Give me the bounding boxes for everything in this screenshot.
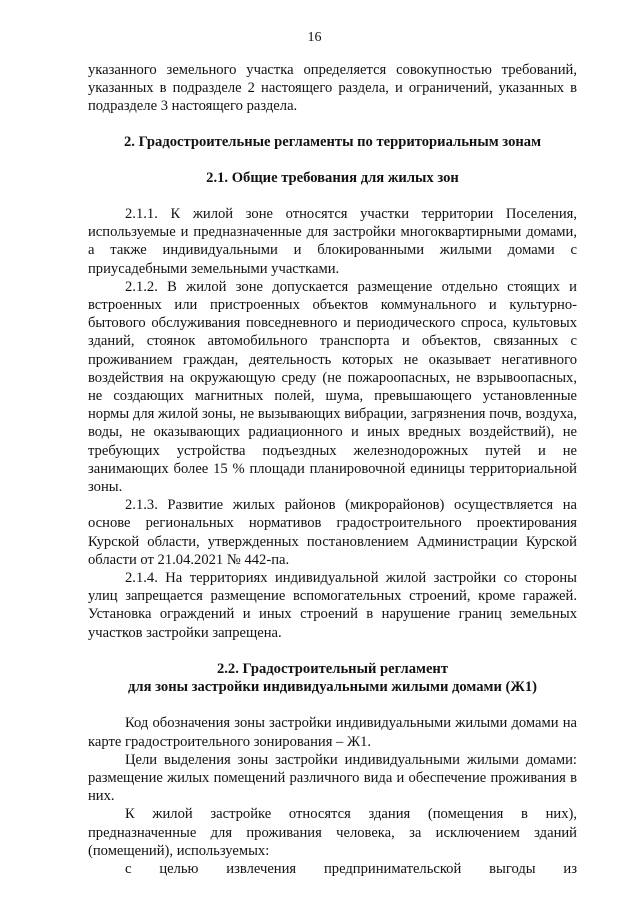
- paragraph-zone-goals: Цели выделения зоны застройки индивидуальными жилыми домами: размещение жилых помещений различного вида и обеспечение проживания в них.: [88, 751, 577, 805]
- paragraph-2-1-4: 2.1.4. На территориях индивидуальной жилой застройки со стороны улиц запрещается размещение вспомогательных строений, кроме гаражей. Установка ограждений и иных строений в нарушение границ земельных участков застройки запрещена.: [88, 570, 577, 641]
- paragraph-last-line: с целью извлечения предпринимательской выгоды из: [125, 860, 577, 877]
- section-2-2-heading: [88, 660, 577, 696]
- section-2-2-heading-line1: 2.2. Градостроительный регламент: [216, 660, 448, 677]
- intro-paragraph: указанного земельного участка определяется совокупностью требований, указанных в подразделе 2 настоящего раздела, и ограничений, указанных в подразделе 3 настоящего раздела.: [88, 62, 577, 115]
- document-body: [88, 61, 577, 878]
- paragraph-2-1-1: 2.1.1. К жилой зоне относятся участки территории Поселения, используемые и предназначенные для застройки многоквартирными домами, а также индивидуальными и блокированными жилыми домами с приусадебными земельными участками.: [88, 206, 577, 277]
- paragraph-zone-code: Код обозначения зоны застройки индивидуальными жилыми домами на карте градостроительного зонирования – Ж1.: [88, 715, 577, 750]
- section-2-2-heading-line2: для зоны застройки индивидуальными жилыми домами (Ж1): [128, 679, 537, 696]
- paragraph-2-1-2: 2.1.2. В жилой зоне допускается размещение отдельно стоящих и встроенных или пристроенных объектов коммунального и культурно-бытового обслуживания повседневного и периодического спроса, культовых зданий, стоянок автомобильного транспорта и объектов, связанных с проживанием граждан, деятельность которых не оказывает негативного воздействия на окружающую среду (не пожароопасных, не взрывоопасных, не создающих магнитных полей, шума, превышающего установленные нормы для жилой зоны, не вызывающих вибрации, загрязнения почв, воздуха, воды, не оказывающих радиационного и иных вредных воздействий), не требующих устройства подъездных железнодорожных путей и не занимающих более 15 % площади планировочной единицы территориальной зоны.: [88, 278, 577, 496]
- paragraph-residential-buildings: К жилой застройке относятся здания (помещения в них), предназначенные для проживания человека, за исключением зданий (помещений), используемых:: [88, 806, 577, 859]
- paragraph-2-1-3: 2.1.3. Развитие жилых районов (микрорайонов) осуществляется на основе региональных нормативов градостроительного проектирования Курской области, утвержденных постановлением Администрации Курской области от 21.04.2021 № 442-па.: [88, 497, 577, 568]
- page-number: 16: [307, 30, 322, 45]
- section-2-1-heading: 2.1. Общие требования для жилых зон: [206, 169, 459, 186]
- section-2-heading: 2. Градостроительные регламенты по территориальным зонам: [123, 133, 542, 150]
